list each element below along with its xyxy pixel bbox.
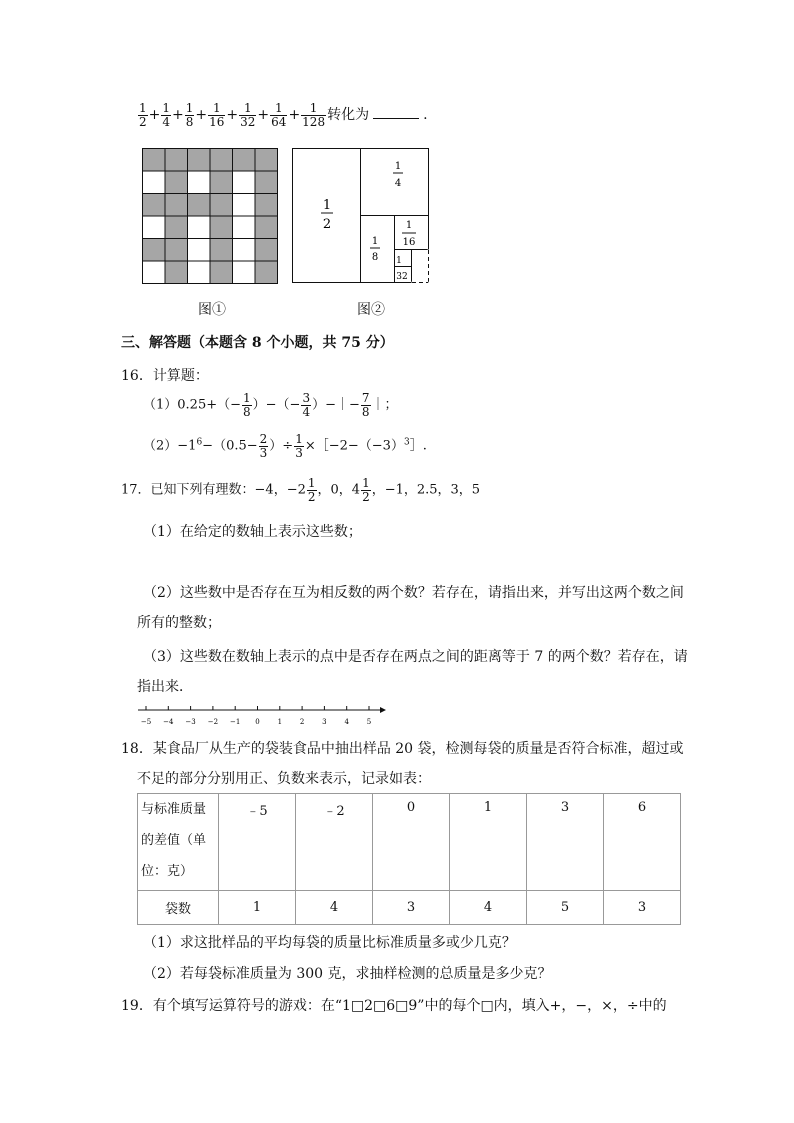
shaded-cell xyxy=(255,261,278,284)
fraction: $\frac{1}{64}$ xyxy=(271,101,287,129)
shaded-cell xyxy=(143,149,166,172)
axis-tick-label: −2 xyxy=(207,718,219,726)
q17-part1: （1）在给定的数轴上表示这些数； xyxy=(143,524,362,540)
label-thirtysecond: 32 xyxy=(396,272,408,282)
shaded-cell xyxy=(210,171,233,194)
shaded-cell xyxy=(165,239,188,262)
shaded-cell xyxy=(165,171,188,194)
shaded-cell xyxy=(210,149,233,172)
label-quarter-num: 1 xyxy=(394,161,402,172)
shaded-cell xyxy=(255,194,278,217)
q18-part2: （2）若每袋标准质量为 300 克，求抽样检测的总质量是多少克？ xyxy=(143,966,552,982)
blank-cell xyxy=(188,261,211,284)
fraction: $\frac{1}{2}$ xyxy=(139,101,147,129)
table-cell: 3 xyxy=(373,891,450,925)
label-eighth-num: 1 xyxy=(371,236,379,247)
shaded-cell xyxy=(210,216,233,239)
label-quarter-den: 4 xyxy=(394,178,402,189)
fraction: $\frac{1}{2}$ xyxy=(307,476,316,504)
blank-cell xyxy=(188,216,211,239)
label-half-den: 2 xyxy=(322,217,332,232)
q18-stem-line2: 不足的部分分别用正、负数来表示，记录如表： xyxy=(137,771,431,787)
shaded-cell xyxy=(188,149,211,172)
axis-tick-label: 0 xyxy=(255,718,260,726)
axis-tick-label: 1 xyxy=(277,718,283,726)
shaded-cell xyxy=(165,149,188,172)
fraction: $\frac{1}{32}$ xyxy=(240,101,256,129)
q17-part2-line1: （2）这些数中是否存在互为相反数的两个数？若存在，请指出来，并写出这两个数之间 xyxy=(143,585,684,601)
suffix-text: 转化为 xyxy=(327,107,370,124)
q18-part1: （1）求这批样品的平均每袋的质量比标准质量多或少几克？ xyxy=(143,935,516,951)
q17-part2-line2: 所有的整数； xyxy=(137,615,221,631)
shaded-cell xyxy=(255,239,278,262)
label-sixteenth-num: 1 xyxy=(405,220,413,231)
figure-1-caption: 图① xyxy=(198,302,226,318)
figure-2-square xyxy=(292,148,432,286)
fraction: $\frac{7}{8}$ xyxy=(361,391,370,419)
shaded-cell xyxy=(255,149,278,172)
fraction: $\frac{1}{8}$ xyxy=(243,391,251,419)
label-sixteenth-den: 16 xyxy=(402,237,416,248)
shaded-cell xyxy=(233,149,256,172)
shaded-cell xyxy=(210,239,233,262)
axis-tick-label: −1 xyxy=(230,718,241,726)
shaded-cell xyxy=(210,261,233,284)
q17-part3-line1: （3）这些数在数轴上表示的点中是否存在两点之间的距离等于 7 的两个数？若存在，请 xyxy=(143,649,688,665)
label-eighth-den: 8 xyxy=(371,252,379,263)
table-row xyxy=(138,794,681,891)
blank-cell xyxy=(233,216,256,239)
table-cell: 0 xyxy=(373,794,450,891)
record-table xyxy=(137,793,681,925)
table-cell: 4 xyxy=(296,891,373,925)
q18-stem-line1: 18．某食品厂从生产的袋装食品中抽出样品 20 袋，检测每袋的质量是否符合标准，超过或 xyxy=(121,741,684,757)
axis-ticks xyxy=(141,706,371,726)
shaded-cell xyxy=(143,194,166,217)
axis-tick-label: 5 xyxy=(366,718,372,726)
q16-part2: $(2)-1^6-(0.5-$ $\frac{2}{3}$ ）÷ $\frac{1}{3}$ $\times[-2-(-3)^3]$. xyxy=(143,432,427,460)
label-half-num: 1 xyxy=(322,198,332,213)
table-cell: 3 xyxy=(527,794,604,891)
shaded-cell xyxy=(143,239,166,262)
fraction: $\frac{2}{3}$ xyxy=(259,432,268,460)
fraction: $\frac{1}{2}$ xyxy=(362,476,370,504)
table-cell: 1 xyxy=(219,891,296,925)
axis-tick-label: −4 xyxy=(163,718,174,726)
blank-cell xyxy=(143,261,166,284)
table-cell: 6 xyxy=(604,794,681,891)
fraction: $\frac{3}{4}$ xyxy=(302,391,311,419)
fraction: $\frac{1}{128}$ xyxy=(302,101,326,129)
shaded-cell xyxy=(165,216,188,239)
answer-blank xyxy=(373,106,419,119)
shaded-cell xyxy=(255,171,278,194)
grid-cells xyxy=(143,149,278,284)
table-cell: 5 xyxy=(527,891,604,925)
axis-tick-label: −3 xyxy=(185,718,196,726)
q19-stem: 19．有个填写运算符号的游戏：在“1□2□6□9”中的每个□内，填入+，−，×，÷中的 xyxy=(121,998,667,1014)
blank-cell xyxy=(233,239,256,262)
blank-cell xyxy=(233,171,256,194)
table-cell: 3 xyxy=(604,891,681,925)
blank-cell xyxy=(233,261,256,284)
fraction: $\frac{1}{8}$ xyxy=(185,101,194,129)
table-header-cell: 袋数 xyxy=(138,891,219,925)
shaded-cell xyxy=(188,194,211,217)
table-row xyxy=(138,891,681,925)
blank-cell xyxy=(143,216,166,239)
shaded-cell xyxy=(210,194,233,217)
number-line xyxy=(136,703,388,729)
fraction-sum-line: $\frac{1}{2}$ + $\frac{1}{4}$ + $\frac{1}{8}$ + $\frac{1}{16}$ + $\frac{1}{32}$ + $\frac{1}{64}$ + $\frac{1}{128}$ 转化为 . xyxy=(139,101,428,129)
axis-tick-label: −5 xyxy=(140,718,152,726)
shaded-cell xyxy=(255,216,278,239)
shaded-cell xyxy=(165,261,188,284)
q17-part3-line2: 指出来． xyxy=(137,679,193,695)
table-cell: 4 xyxy=(450,891,527,925)
fraction: $\frac{1}{16}$ xyxy=(209,101,225,129)
axis-tick-label: 4 xyxy=(344,718,349,726)
axis-tick-label: 2 xyxy=(299,718,305,726)
figure-1-grid xyxy=(142,148,280,284)
figure-2-caption: 图② xyxy=(357,302,385,318)
q16-part1: （1）0.25+（− $\frac{1}{8}$ ）−（− $\frac{3}{4}$ ）−｜− $\frac{7}{8}$ ｜； xyxy=(143,391,398,419)
section-title: 三、解答题（本题含 8 个小题，共 75 分） xyxy=(121,335,394,351)
blank-cell xyxy=(233,194,256,217)
table-header-cell: 与标准质量 的差值（单 位：克） xyxy=(138,794,219,891)
table-cell: 1 xyxy=(450,794,527,891)
q16-stem: 16．计算题： xyxy=(121,368,209,384)
shaded-cell xyxy=(165,194,188,217)
fraction: $\frac{1}{3}$ xyxy=(295,432,303,460)
table-cell: ﹣2 xyxy=(296,794,373,891)
label-one: 1 xyxy=(396,256,402,266)
fraction: $\frac{1}{4}$ xyxy=(162,101,171,129)
q17-stem: 17．已知下列有理数：−4，−2 $\frac{1}{2}$ ，0，4 $\frac{1}{2}$ ，−1，2.5，3，5 xyxy=(121,476,481,504)
table-cell: ﹣5 xyxy=(219,794,296,891)
blank-cell xyxy=(188,171,211,194)
axis-tick-label: 3 xyxy=(322,718,327,726)
axis-arrow xyxy=(380,707,386,713)
blank-cell xyxy=(188,239,211,262)
blank-cell xyxy=(143,171,166,194)
